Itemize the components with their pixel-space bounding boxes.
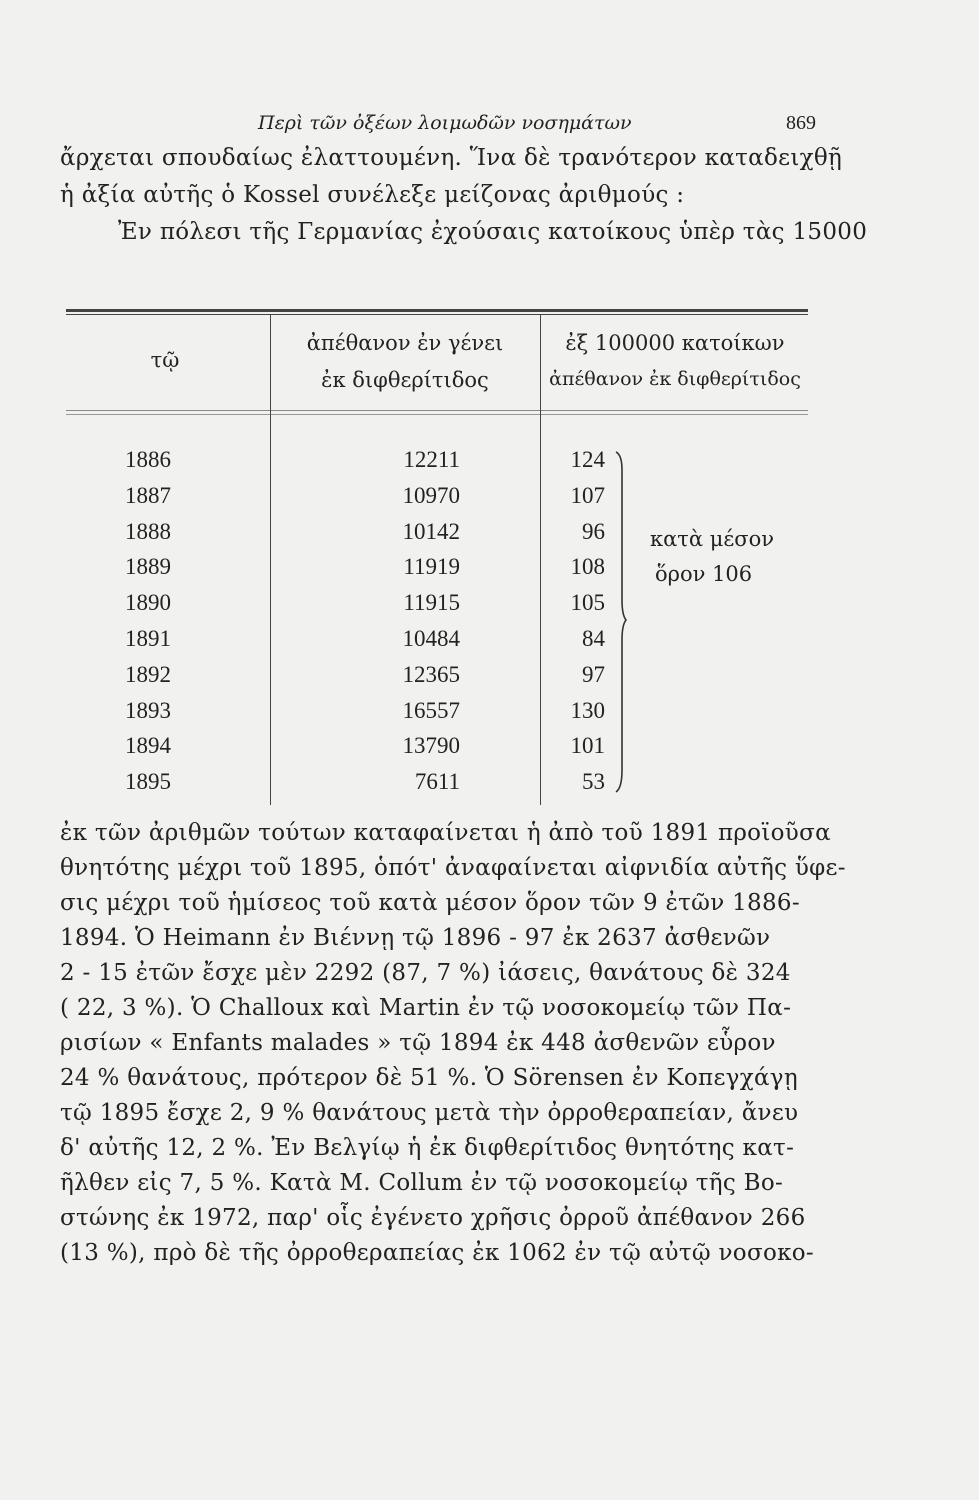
year-cell: 1890 [125, 590, 171, 616]
header-year: τῷ [150, 348, 180, 372]
body-line: (13 %), πρὸ δὲ τῆς ὀρροθεραπείας ἐκ 1062 ἐν τῷ αὐτῷ νοσοκο- [60, 1240, 814, 1266]
deaths-cell: 10970 [402, 482, 460, 508]
deaths-cell: 10142 [402, 518, 460, 544]
body-line: ρισίων « Enfants malades » τῷ 1894 ἐκ 448 ἀσθενῶν εὗρον [60, 1030, 776, 1056]
header-rate: ἐξ 100000 κατοίκων [565, 331, 785, 355]
rate-cell: 96 [582, 518, 605, 544]
rate-cell: 130 [570, 697, 605, 723]
table-top-rule [66, 309, 808, 312]
body-line: δ' αὐτῆς 12, 2 %. Ἐν Βελγίῳ ἡ ἐκ διφθερίτιδος θνητότης κατ- [60, 1135, 795, 1161]
year-cell: 1886 [125, 447, 171, 472]
average-note: ὅρον 106 [655, 562, 753, 586]
rate-cell: 53 [582, 769, 605, 795]
body-line: 24 % θανάτους, πρότερον δὲ 51 %. Ὁ Sörensen ἐν Κοπεγχάγῃ [60, 1065, 798, 1091]
rate-cell: 108 [570, 554, 605, 580]
year-cell: 1895 [125, 769, 171, 795]
year-cell: 1893 [125, 697, 171, 723]
body-line: τῷ 1895 ἔσχε 2, 9 % θανάτους μετὰ τὴν ὀρροθεραπείαν, ἄνευ [60, 1100, 799, 1126]
page-number: 869 [786, 112, 816, 134]
rate-cell: 124 [570, 447, 605, 472]
table-top-rule-thin [66, 314, 808, 315]
year-cell: 1887 [125, 482, 171, 508]
year-cell: 1894 [125, 733, 171, 759]
intro-line: ἄρχεται σπουδαίως ἐλαττουμένη. Ἵνα δὲ τρανότερον καταδειχθῇ [60, 145, 843, 171]
deaths-cell: 12211 [403, 447, 460, 472]
brace-icon [612, 450, 632, 795]
average-note: κατὰ μέσον [650, 527, 775, 551]
deaths-cell: 11915 [403, 590, 460, 616]
deaths-cell: 12365 [402, 661, 460, 687]
intro-line: ἡ ἀξία αὐτῆς ὁ Kossel συνέλεξε μείζονας ἀριθμούς : [60, 182, 685, 208]
year-cell: 1888 [125, 518, 171, 544]
deaths-cell: 10484 [402, 626, 460, 651]
header-deaths: ἀπέθανον ἐν γένει [306, 331, 504, 355]
deaths-cell: 13790 [402, 733, 460, 759]
body-line: στώνης ἐκ 1972, παρ' οἷς ἐγένετο χρῆσις ὀρροῦ ἀπέθανον 266 [60, 1205, 806, 1231]
year-cell: 1891 [125, 626, 171, 651]
running-title: Περὶ τῶν ὀξέων λοιμωδῶν νοσημάτων [258, 112, 632, 134]
intro-line: Ἐν πόλεσι τῆς Γερμανίας ἐχούσαις κατοίκους ὑπὲρ τὰς 15000 [118, 219, 868, 245]
body-line: ( 22, 3 %). Ὁ Challoux καὶ Martin ἐν τῷ νοσοκομείῳ τῶν Πα- [60, 995, 792, 1021]
body-line: σις μέχρι τοῦ ἡμίσεος τοῦ κατὰ μέσον ὅρον τῶν 9 ἐτῶν 1886- [60, 890, 800, 916]
column-divider [270, 315, 271, 805]
rate-cell: 105 [570, 590, 605, 616]
body-line: ῆλθεν εἰς 7, 5 %. Κατὰ M. Collum ἐν τῷ νοσοκομείῳ τῆς Βο- [60, 1170, 784, 1196]
header-deaths: ἐκ διφθερίτιδος [321, 368, 489, 392]
rate-cell: 107 [570, 482, 605, 508]
header-rate: ἀπέθανον ἐκ διφθερίτιδος [549, 368, 801, 390]
deaths-cell: 11919 [403, 554, 460, 580]
table-header-rule-2 [66, 414, 808, 415]
year-cell: 1892 [125, 661, 171, 687]
deaths-cell: 16557 [402, 697, 460, 723]
body-line: 1894. Ὁ Heimann ἐν Βιέννῃ τῷ 1896 - 97 ἐκ 2637 ἀσθενῶν [60, 925, 771, 951]
rate-cell: 97 [582, 661, 605, 687]
body-line: θνητότης μέχρι τοῦ 1895, ὁπότ' ἀναφαίνεται αἰφνιδία αὐτῆς ὕφε- [60, 855, 846, 881]
body-line: ἐκ τῶν ἀριθμῶν τούτων καταφαίνεται ἡ ἀπὸ τοῦ 1891 προϊοῦσα [60, 820, 831, 846]
year-cell: 1889 [125, 554, 171, 580]
rate-cell: 101 [570, 733, 605, 759]
deaths-cell: 7611 [414, 769, 460, 795]
rate-cell: 84 [582, 626, 605, 651]
body-line: 2 - 15 ἐτῶν ἔσχε μὲν 2292 (87, 7 %) ἰάσεις, θανάτους δὲ 324 [60, 960, 791, 986]
table-header-rule [66, 410, 808, 411]
